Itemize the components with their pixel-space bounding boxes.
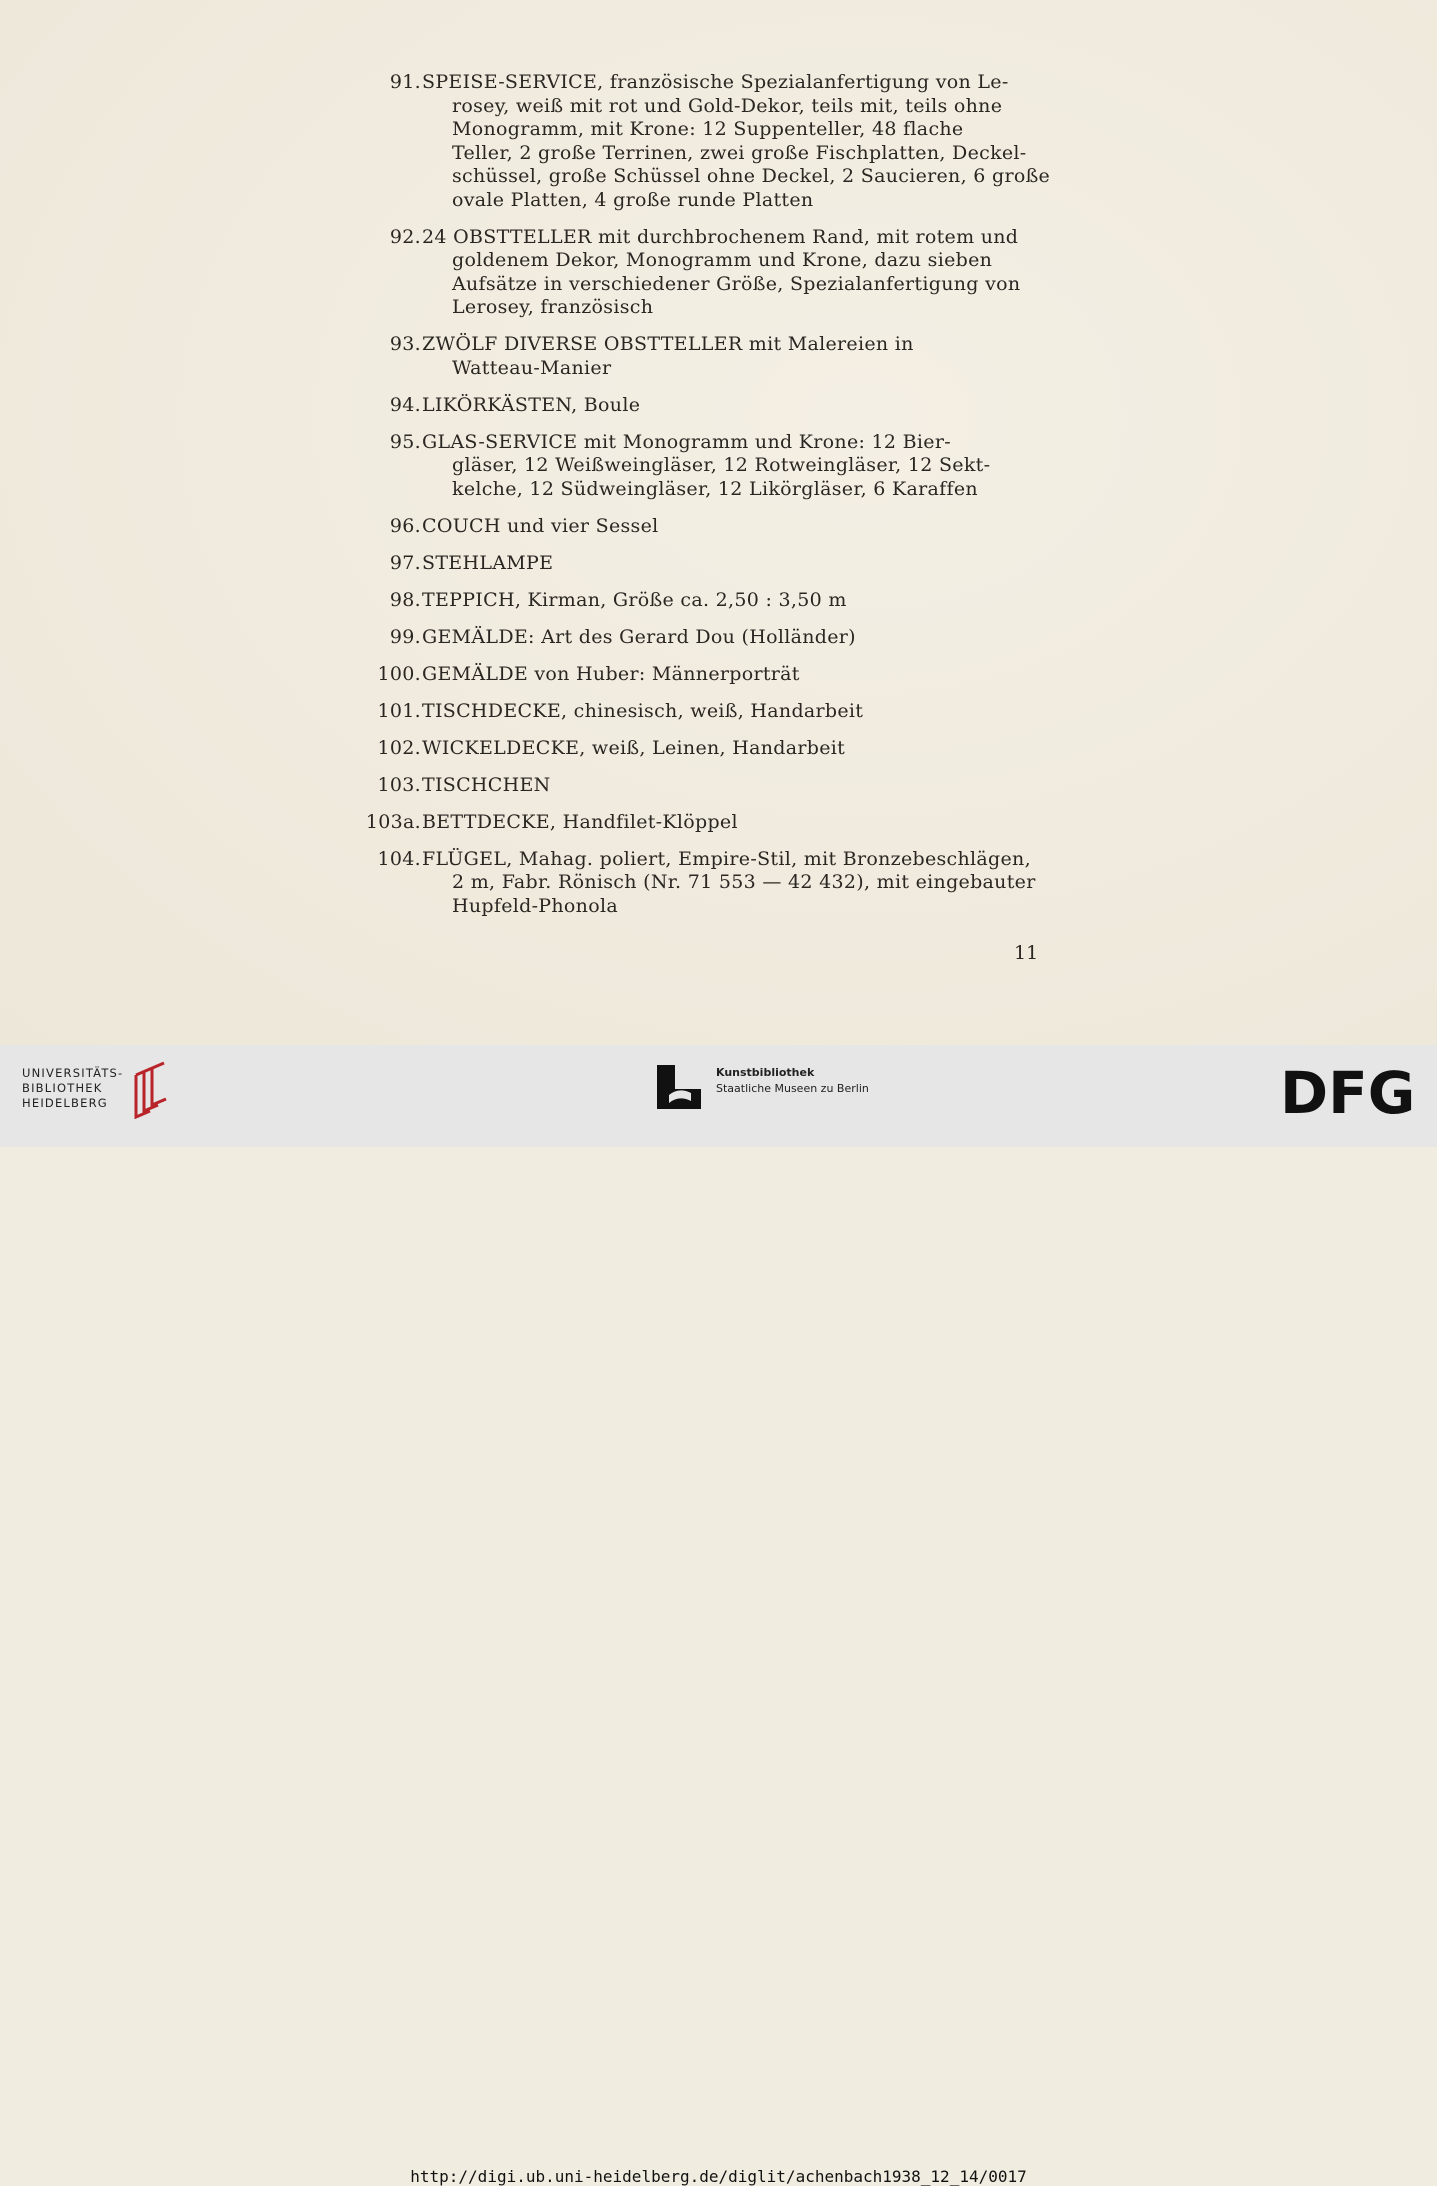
catalog-entry — [350, 394, 1050, 418]
entry-description — [422, 811, 1050, 835]
entry-line: rosey, weiß mit rot und Gold-Dekor, teils mit, teils ohne — [452, 94, 1003, 117]
entry-number: 102. — [377, 736, 421, 759]
entry-description — [422, 589, 1050, 613]
catalog-entry — [350, 431, 1050, 502]
entry-number: 97. — [389, 551, 421, 574]
catalog-entry — [350, 552, 1050, 576]
entry-line: SPEISE-SERVICE, französische Spezialanfertigung von Le- — [422, 71, 1009, 93]
entry-number: 103. — [377, 773, 421, 796]
entry-number: 103a. — [365, 810, 421, 833]
university-library-mark-icon — [128, 1061, 174, 1119]
entry-line: GEMÄLDE: Art des Gerard Dou (Holländer) — [422, 625, 856, 648]
entry-line: WICKELDECKE, weiß, Leinen, Handarbeit — [422, 736, 846, 759]
catalog-entry — [350, 626, 1050, 650]
entry-description — [422, 737, 1050, 761]
entry-line: Aufsätze in verschiedener Größe, Spezialanfertigung von — [452, 272, 1021, 295]
entry-line: STEHLAMPE — [422, 551, 554, 574]
entry-line: BETTDECKE, Handfilet-Klöppel — [422, 810, 738, 833]
entry-line: COUCH und vier Sessel — [422, 514, 659, 537]
catalog-entry — [350, 333, 1050, 380]
entry-description — [422, 663, 1050, 687]
catalog-entry — [350, 737, 1050, 761]
catalog-entry — [350, 774, 1050, 798]
catalog-entry — [350, 663, 1050, 687]
entry-number: 99. — [389, 625, 421, 648]
catalog-entry — [350, 71, 1050, 212]
entry-number: 94. — [389, 393, 421, 416]
uni-logo-line-3: HEIDELBERG — [22, 1096, 108, 1110]
entry-line: FLÜGEL, Mahag. poliert, Empire-Stil, mit Bronzebeschlägen, — [422, 847, 1031, 870]
entry-number: 98. — [389, 588, 421, 611]
entry-number: 104. — [377, 847, 421, 870]
entry-description — [422, 431, 1050, 502]
entry-number: 101. — [377, 699, 421, 722]
entry-line: GEMÄLDE von Huber: Männerporträt — [422, 662, 800, 685]
viewer-footer — [0, 1045, 1437, 2186]
entry-number: 100. — [377, 662, 421, 685]
catalog-list — [350, 71, 1050, 932]
entry-description — [422, 700, 1050, 724]
catalog-entry — [350, 515, 1050, 539]
entry-line: GLAS-SERVICE mit Monogramm und Krone: 12 Bier- — [422, 430, 951, 453]
entry-line: ZWÖLF DIVERSE OBSTTELLER mit Malereien in — [422, 333, 914, 355]
entry-description — [422, 394, 1050, 418]
kunstbibliothek-logo-icon[interactable] — [657, 1065, 701, 1109]
entry-description — [422, 626, 1050, 650]
dfg-logo-text: DFG — [1280, 1067, 1416, 1117]
entry-line: 2 m, Fabr. Rönisch (Nr. 71 553 — 42 432), mit eingebauter — [452, 871, 1036, 893]
catalog-entry — [350, 811, 1050, 835]
catalog-entry — [350, 226, 1050, 320]
entry-description — [422, 774, 1050, 798]
entry-line: Hupfeld-Phonola — [452, 894, 618, 917]
catalog-entry — [350, 589, 1050, 613]
permalink-url[interactable]: http://digi.ub.uni-heidelberg.de/diglit/achenbach1938_12_14/0017 — [410, 2167, 1027, 2186]
scanned-page — [0, 0, 1437, 1045]
page-number: 11 — [1014, 942, 1039, 964]
catalog-entry — [350, 700, 1050, 724]
entry-number: 96. — [389, 514, 421, 537]
entry-line: LIKÖRKÄSTEN, Boule — [422, 393, 641, 416]
entry-line: ovale Platten, 4 große runde Platten — [452, 188, 814, 211]
kb-title: Kunstbibliothek — [716, 1066, 815, 1079]
entry-line: schüssel, große Schüssel ohne Deckel, 2 Saucieren, 6 große — [452, 165, 1051, 187]
entry-line: gläser, 12 Weißweingläser, 12 Rotweingläser, 12 Sekt- — [452, 454, 991, 476]
entry-line: goldenem Dekor, Monogramm und Krone, dazu sieben — [452, 249, 993, 271]
kunstbibliothek-label — [716, 1065, 869, 1097]
entry-number: 91. — [389, 71, 421, 93]
catalog-entry — [350, 848, 1050, 919]
entry-description — [422, 552, 1050, 576]
entry-description — [422, 71, 1050, 212]
university-library-logo[interactable] — [22, 1066, 123, 1111]
entry-number: 93. — [389, 333, 421, 355]
entry-line: kelche, 12 Südweingläser, 12 Likörgläser, 6 Karaffen — [452, 477, 978, 500]
entry-line: Monogramm, mit Krone: 12 Suppenteller, 48 flache — [452, 118, 964, 140]
entry-number: 95. — [389, 430, 421, 453]
dfg-logo[interactable] — [1280, 1067, 1416, 1117]
kb-subtitle: Staatliche Museen zu Berlin — [716, 1082, 869, 1095]
entry-line: TISCHCHEN — [422, 773, 551, 796]
entry-description — [422, 226, 1050, 320]
entry-number: 92. — [389, 225, 421, 248]
entry-description — [422, 848, 1050, 919]
entry-description — [422, 333, 1050, 380]
entry-line: TISCHDECKE, chinesisch, weiß, Handarbeit — [422, 699, 864, 722]
entry-description — [422, 515, 1050, 539]
entry-line: TEPPICH, Kirman, Größe ca. 2,50 : 3,50 m — [422, 588, 847, 611]
uni-logo-line-1: UNIVERSITÄTS- — [22, 1066, 124, 1080]
entry-line: 24 OBSTTELLER mit durchbrochenem Rand, mit rotem und — [422, 225, 1019, 248]
entry-line: Lerosey, französisch — [452, 296, 654, 318]
uni-logo-line-2: BIBLIOTHEK — [22, 1081, 103, 1095]
entry-line: Watteau-Manier — [452, 356, 612, 379]
entry-line: Teller, 2 große Terrinen, zwei große Fischplatten, Deckel- — [452, 141, 1027, 164]
